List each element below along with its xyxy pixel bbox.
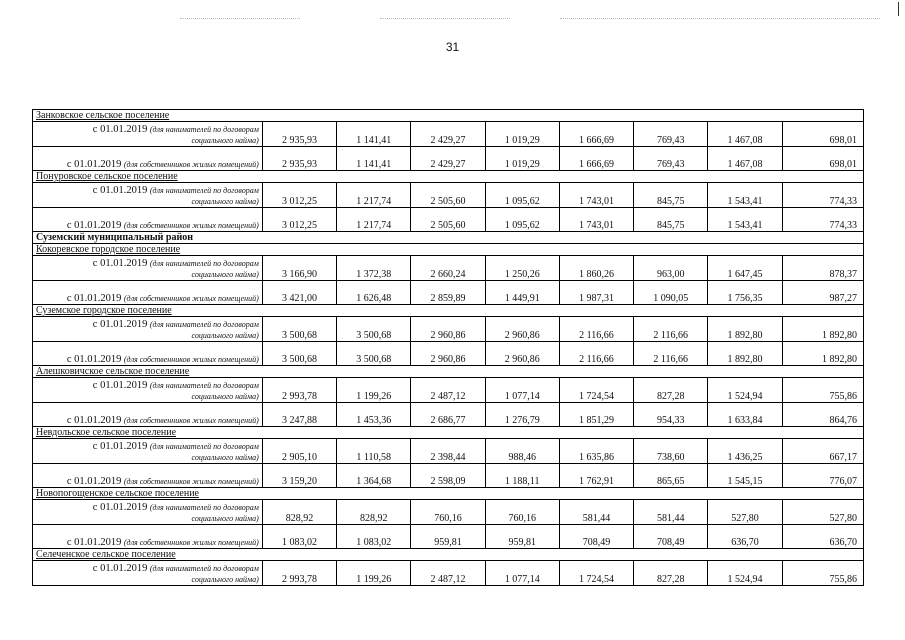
scan-edge-mark [898,2,899,16]
tariff-value: 2 116,66 [559,342,633,366]
tariff-value: 987,27 [782,281,863,305]
row-note: (для собственников жилых помещений) [123,221,259,230]
scan-dotted-line [380,18,510,20]
row-note: (для собственников жилых помещений) [123,294,259,303]
row-note-continued: социального найма) [191,514,259,523]
table-body [33,110,864,586]
tariff-value: 1 095,62 [485,183,559,208]
tariff-value: 1 077,14 [485,561,559,586]
tariff-value: 1 110,58 [337,439,411,464]
row-label [33,317,263,342]
tariff-value: 1 666,69 [559,147,633,171]
tariff-value: 1 449,91 [485,281,559,305]
row-date: с 01.01.2019 [66,476,122,487]
row-date: с 01.01.2019 [92,441,148,452]
tariff-value: 2 960,86 [485,317,559,342]
tariff-value: 1 626,48 [337,281,411,305]
row-label [33,403,263,427]
row-date: с 01.01.2019 [66,415,122,426]
tariff-value: 1 524,94 [708,378,782,403]
tariff-value: 3 421,00 [262,281,336,305]
tariff-table [32,109,864,586]
tariff-value: 1 077,14 [485,378,559,403]
row-label [33,378,263,403]
settlement-name: Кокоревское городское поселение [33,244,864,256]
tariff-value: 864,76 [782,403,863,427]
tariff-value: 581,44 [559,500,633,525]
tariff-value: 3 166,90 [262,256,336,281]
row-date: с 01.01.2019 [92,258,148,269]
tariff-value: 2 993,78 [262,378,336,403]
tariff-value: 738,60 [634,439,708,464]
tariff-value: 1 467,08 [708,147,782,171]
tariff-value: 2 960,86 [485,342,559,366]
row-note: (для нанимателей по договорам [149,259,259,268]
settlement-header-row [33,549,864,561]
tariff-value: 827,28 [634,378,708,403]
scan-dotted-line [560,18,880,20]
tariff-value: 708,49 [559,525,633,549]
tenant-rate-row [33,317,864,342]
row-date: с 01.01.2019 [66,537,122,548]
tariff-value: 3 500,68 [337,317,411,342]
tariff-value: 1 083,02 [337,525,411,549]
tariff-value: 1 083,02 [262,525,336,549]
row-label [33,122,263,147]
row-note: (для нанимателей по договорам [149,186,259,195]
row-note: (для нанимателей по договорам [149,442,259,451]
owner-rate-row [33,147,864,171]
tariff-value: 2 859,89 [411,281,485,305]
row-label [33,147,263,171]
tariff-value: 1 762,91 [559,464,633,488]
tariff-value: 1 217,74 [337,208,411,232]
settlement-header-row [33,244,864,256]
tariff-value: 2 398,44 [411,439,485,464]
row-note-continued: социального найма) [191,197,259,206]
district-header-row [33,232,864,244]
settlement-header-row [33,110,864,122]
tariff-value: 1 095,62 [485,208,559,232]
tariff-value: 2 429,27 [411,122,485,147]
scan-dotted-line [180,18,300,20]
tariff-value: 581,44 [634,500,708,525]
tariff-value: 1 453,36 [337,403,411,427]
tariff-value: 1 892,80 [708,317,782,342]
tariff-value: 2 487,12 [411,378,485,403]
tariff-value: 1 647,45 [708,256,782,281]
tariff-value: 1 141,41 [337,147,411,171]
tenant-rate-row [33,561,864,586]
row-date: с 01.01.2019 [92,185,148,196]
tariff-value: 845,75 [634,208,708,232]
row-date: с 01.01.2019 [66,354,122,365]
tariff-value: 1 635,86 [559,439,633,464]
tenant-rate-row [33,183,864,208]
tenant-rate-row [33,256,864,281]
tariff-value: 1 543,41 [708,208,782,232]
tariff-value: 1 724,54 [559,378,633,403]
tariff-value: 2 505,60 [411,183,485,208]
tariff-value: 2 935,93 [262,122,336,147]
row-date: с 01.01.2019 [66,159,122,170]
row-note: (для собственников жилых помещений) [123,477,259,486]
tariff-value: 1 250,26 [485,256,559,281]
tariff-value: 2 993,78 [262,561,336,586]
tariff-value: 769,43 [634,147,708,171]
tariff-value: 698,01 [782,147,863,171]
row-date: с 01.01.2019 [66,293,122,304]
tariff-value: 3 012,25 [262,208,336,232]
tariff-value: 1 545,15 [708,464,782,488]
row-label [33,183,263,208]
tariff-value: 1 467,08 [708,122,782,147]
tariff-value: 1 436,25 [708,439,782,464]
row-note: (для нанимателей по договорам [149,381,259,390]
tariff-value: 1 364,68 [337,464,411,488]
tariff-value: 1 019,29 [485,122,559,147]
tariff-value: 1 724,54 [559,561,633,586]
tariff-value: 2 429,27 [411,147,485,171]
row-note-continued: социального найма) [191,392,259,401]
tariff-value: 1 543,41 [708,183,782,208]
tariff-value: 760,16 [485,500,559,525]
tariff-value: 2 686,77 [411,403,485,427]
row-label [33,525,263,549]
tariff-value: 1 987,31 [559,281,633,305]
row-note-continued: социального найма) [191,136,259,145]
tariff-value: 1 372,38 [337,256,411,281]
tariff-value: 2 116,66 [559,317,633,342]
tariff-value: 769,43 [634,122,708,147]
tariff-value: 1 199,26 [337,378,411,403]
tariff-value: 2 935,93 [262,147,336,171]
tariff-value: 878,37 [782,256,863,281]
row-note: (для собственников жилых помещений) [123,416,259,425]
tariff-value: 1 141,41 [337,122,411,147]
tariff-value: 1 743,01 [559,183,633,208]
tariff-value: 1 633,84 [708,403,782,427]
tariff-value: 988,46 [485,439,559,464]
tariff-value: 3 500,68 [337,342,411,366]
tariff-value: 3 500,68 [262,342,336,366]
tariff-value: 636,70 [782,525,863,549]
row-label [33,281,263,305]
row-date: с 01.01.2019 [92,319,148,330]
tariff-value: 698,01 [782,122,863,147]
tariff-value: 1 276,79 [485,403,559,427]
settlement-name: Невдольское сельское поселение [33,427,864,439]
tenant-rate-row [33,378,864,403]
tariff-value: 1 892,80 [708,342,782,366]
owner-rate-row [33,281,864,305]
row-note-continued: социального найма) [191,453,259,462]
settlement-name: Алешковичское сельское поселение [33,366,864,378]
owner-rate-row [33,525,864,549]
tenant-rate-row [33,439,864,464]
owner-rate-row [33,342,864,366]
tenant-rate-row [33,122,864,147]
tariff-value: 636,70 [708,525,782,549]
tariff-value: 1 090,05 [634,281,708,305]
tariff-value: 776,07 [782,464,863,488]
district-name: Суземский муниципальный район [33,232,864,244]
tariff-value: 760,16 [411,500,485,525]
settlement-header-row [33,305,864,317]
owner-rate-row [33,208,864,232]
row-note: (для собственников жилых помещений) [123,160,259,169]
tariff-value: 3 012,25 [262,183,336,208]
row-date: с 01.01.2019 [92,380,148,391]
tariff-value: 755,86 [782,561,863,586]
tariff-value: 755,86 [782,378,863,403]
settlement-name: Понуровское сельское поселение [33,171,864,183]
tariff-value: 3 159,20 [262,464,336,488]
row-note: (для нанимателей по договорам [149,125,259,134]
row-label [33,208,263,232]
row-label [33,464,263,488]
owner-rate-row [33,464,864,488]
tariff-value: 828,92 [262,500,336,525]
row-date: с 01.01.2019 [92,502,148,513]
row-note-continued: социального найма) [191,331,259,340]
settlement-name: Селеченское сельское поселение [33,549,864,561]
tariff-value: 2 905,10 [262,439,336,464]
tariff-value: 828,92 [337,500,411,525]
settlement-name: Новопогощенское сельское поселение [33,488,864,500]
tenant-rate-row [33,500,864,525]
tariff-value: 1 892,80 [782,342,863,366]
row-note: (для собственников жилых помещений) [123,538,259,547]
tariff-value: 954,33 [634,403,708,427]
tariff-value: 959,81 [485,525,559,549]
row-note: (для нанимателей по договорам [149,503,259,512]
tariff-value: 963,00 [634,256,708,281]
tariff-value: 1 743,01 [559,208,633,232]
page-number: 31 [445,40,460,54]
tariff-value: 2 660,24 [411,256,485,281]
tariff-value: 845,75 [634,183,708,208]
tariff-value: 527,80 [708,500,782,525]
row-date: с 01.01.2019 [92,124,148,135]
tariff-value: 2 116,66 [634,342,708,366]
row-note: (для нанимателей по договорам [149,564,259,573]
tariff-value: 527,80 [782,500,863,525]
tariff-value: 2 487,12 [411,561,485,586]
tariff-value: 1 860,26 [559,256,633,281]
tariff-value: 1 217,74 [337,183,411,208]
row-note-continued: социального найма) [191,270,259,279]
tariff-value: 865,65 [634,464,708,488]
tariff-value: 774,33 [782,183,863,208]
row-note-continued: социального найма) [191,575,259,584]
row-note: (для собственников жилых помещений) [123,355,259,364]
tariff-value: 667,17 [782,439,863,464]
tariff-value: 3 247,88 [262,403,336,427]
tariff-value: 2 960,86 [411,317,485,342]
tariff-value: 1 892,80 [782,317,863,342]
row-label [33,500,263,525]
row-label [33,256,263,281]
tariff-value: 2 116,66 [634,317,708,342]
tariff-value: 2 598,09 [411,464,485,488]
tariff-value: 1 666,69 [559,122,633,147]
tariff-value: 774,33 [782,208,863,232]
tariff-value: 1 188,11 [485,464,559,488]
tariff-value: 3 500,68 [262,317,336,342]
row-date: с 01.01.2019 [92,563,148,574]
tariff-value: 1 524,94 [708,561,782,586]
tariff-value: 708,49 [634,525,708,549]
tariff-value: 1 019,29 [485,147,559,171]
settlement-header-row [33,427,864,439]
owner-rate-row [33,403,864,427]
row-date: с 01.01.2019 [66,220,122,231]
settlement-header-row [33,488,864,500]
tariff-value: 1 756,35 [708,281,782,305]
tariff-value: 1 199,26 [337,561,411,586]
tariff-value: 959,81 [411,525,485,549]
tariff-value: 2 960,86 [411,342,485,366]
tariff-value: 827,28 [634,561,708,586]
settlement-name: Занковское сельское поселение [33,110,864,122]
tariff-value: 2 505,60 [411,208,485,232]
tariff-value: 1 851,29 [559,403,633,427]
row-label [33,561,263,586]
row-label [33,439,263,464]
settlement-header-row [33,366,864,378]
settlement-name: Суземское городское поселение [33,305,864,317]
settlement-header-row [33,171,864,183]
row-label [33,342,263,366]
row-note: (для нанимателей по договорам [149,320,259,329]
